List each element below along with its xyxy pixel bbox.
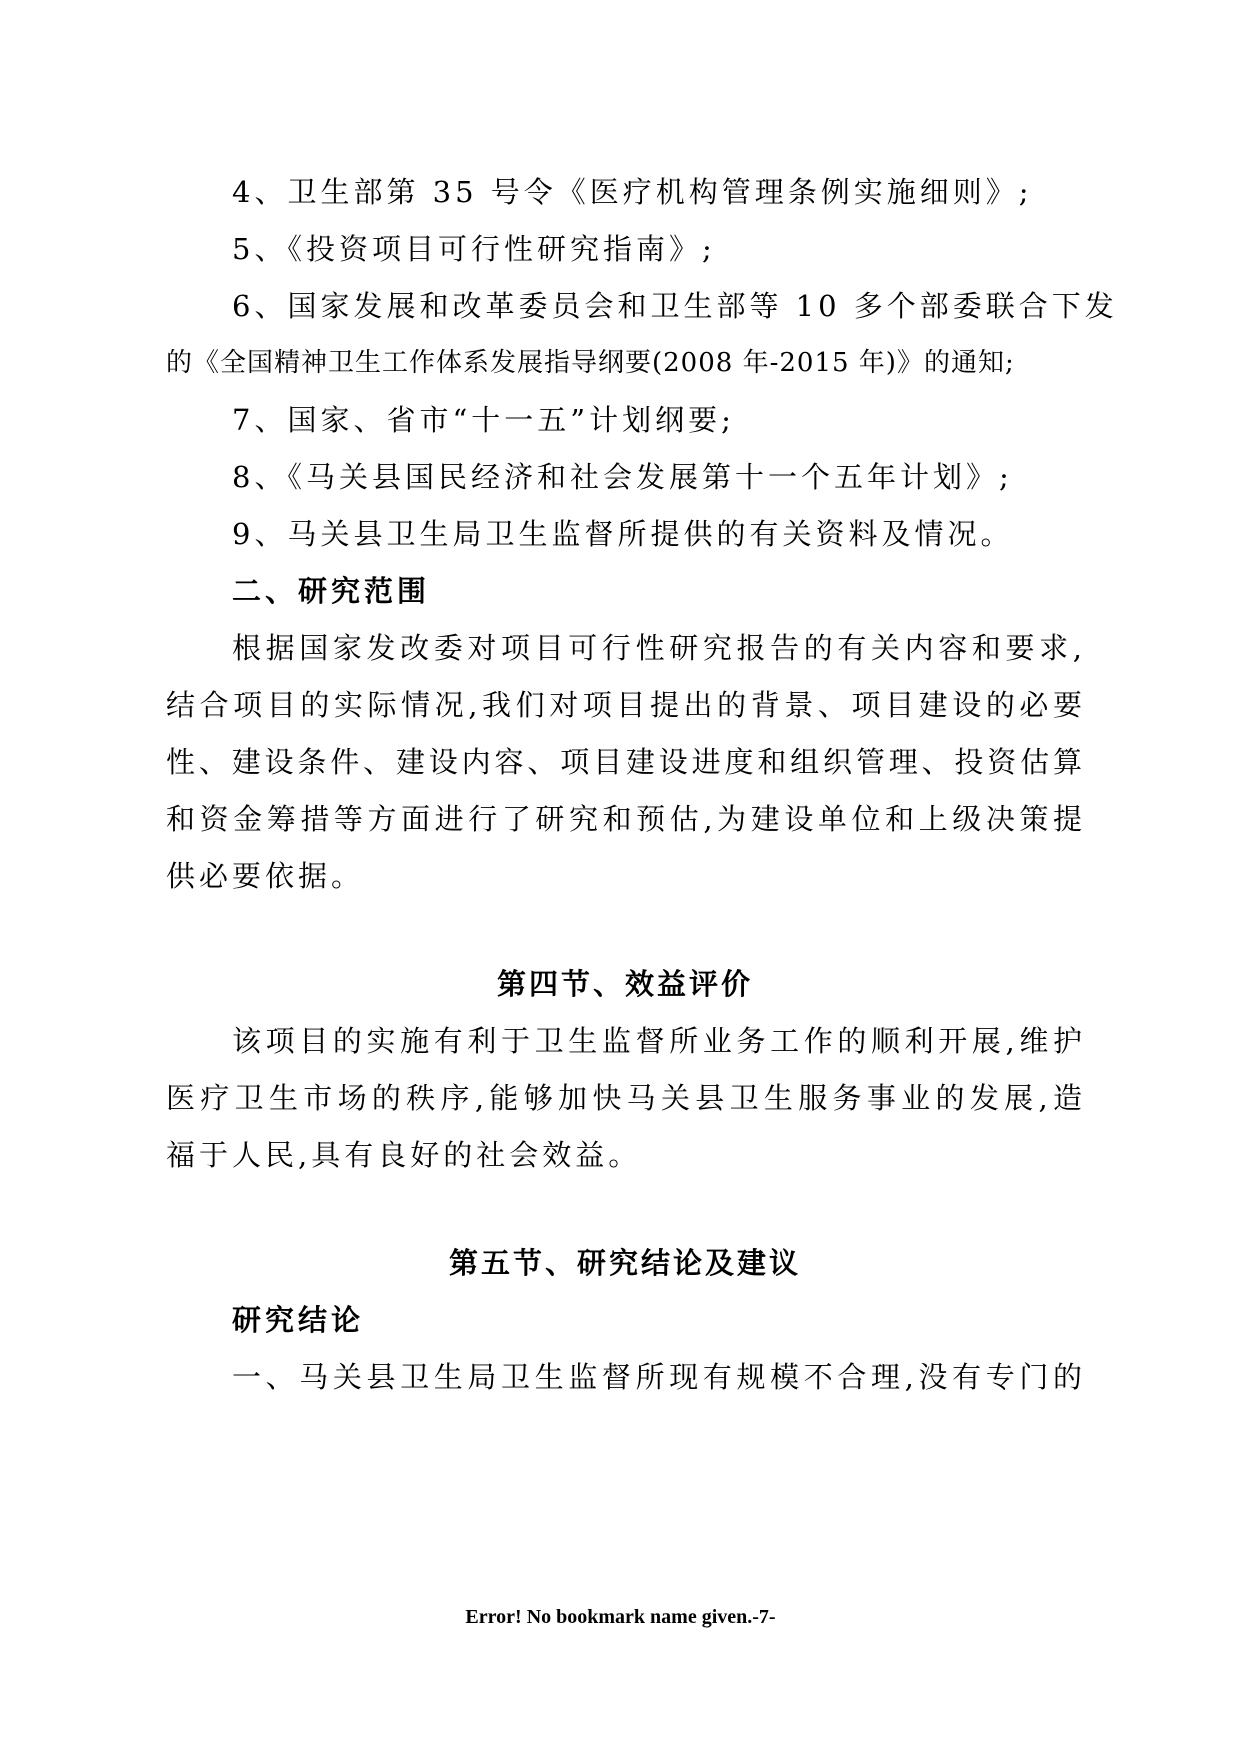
section-2-paragraph-line: 和资金筹措等方面进行了研究和预估,为建设单位和上级决策提 <box>166 802 1084 836</box>
list-item-8: 8、《马关县国民经济和社会发展第十一个五年计划》; <box>232 460 1013 494</box>
section-4-title: 第四节、效益评价 <box>496 967 753 1001</box>
section-4-paragraph-line: 福于人民,具有良好的社会效益。 <box>166 1138 642 1172</box>
page-footer: Error! No bookmark name given.-7- <box>465 1606 776 1628</box>
section-5-paragraph-line: 一、马关县卫生局卫生监督所现有规模不合理,没有专门的 <box>232 1360 1084 1394</box>
section-2-title: 二、研究范围 <box>232 574 431 608</box>
list-item-6: 6、国家发展和改革委员会和卫生部等 10 多个部委联合下发 <box>232 289 1118 323</box>
section-2-paragraph-line: 性、建设条件、建设内容、项目建设进度和组织管理、投资估算 <box>166 745 1084 779</box>
list-item-6-continued: 的《全国精神卫生工作体系发展指导纲要(2008 年-2015 年)》的通知; <box>166 348 1015 378</box>
section-2-paragraph-line: 结合项目的实际情况,我们对项目提出的背景、项目建设的必要 <box>166 688 1084 722</box>
list-item-7: 7、国家、省市“十一五”计划纲要; <box>232 403 735 437</box>
section-2-paragraph-line: 供必要依据。 <box>166 859 365 893</box>
section-5-subtitle: 研究结论 <box>232 1303 365 1337</box>
list-item-9: 9、马关县卫生局卫生监督所提供的有关资料及情况。 <box>232 517 1014 551</box>
section-2-paragraph-line: 根据国家发改委对项目可行性研究报告的有关内容和要求, <box>232 631 1084 665</box>
section-4-paragraph-line: 医疗卫生市场的秩序,能够加快马关县卫生服务事业的发展,造 <box>166 1081 1084 1115</box>
section-5-title: 第五节、研究结论及建议 <box>448 1246 801 1280</box>
list-item-4: 4、卫生部第 35 号令《医疗机构管理条例实施细则》; <box>232 175 1033 209</box>
list-item-5: 5、《投资项目可行性研究指南》; <box>232 232 716 266</box>
section-4-paragraph-line: 该项目的实施有利于卫生监督所业务工作的顺利开展,维护 <box>232 1024 1084 1058</box>
